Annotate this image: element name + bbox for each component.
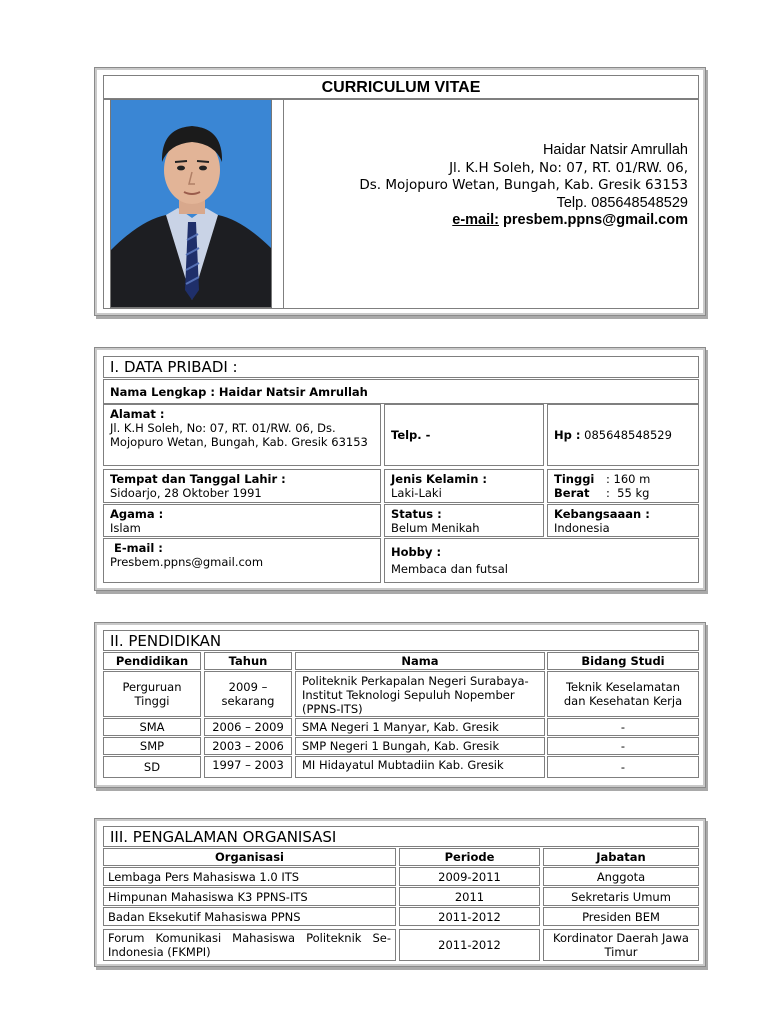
edu-cell-field: Teknik Keselamatan dan Kesehatan Kerja <box>547 671 699 717</box>
contact-address-line2: Ds. Mojopuro Wetan, Bungah, Kab. Gresik 63153 <box>359 177 688 194</box>
weight-label: Berat <box>554 486 590 500</box>
edu-cell-name: SMP Negeri 1 Bungah, Kab. Gresik <box>295 737 545 755</box>
org-cell-position: Presiden BEM <box>543 907 699 926</box>
hp-value: 085648548529 <box>580 428 672 442</box>
religion-value: Islam <box>110 521 141 535</box>
org-cell-organization: Lembaga Pers Mahasiswa 1.0 ITS <box>103 867 396 886</box>
org-header-period: Periode <box>399 848 540 866</box>
edu-cell-level: Perguruan Tinggi <box>103 671 201 717</box>
organization-heading: III. PENGALAMAN ORGANISASI <box>103 826 699 847</box>
org-cell-organization: Badan Eksekutif Mahasiswa PPNS <box>103 907 396 926</box>
org-cell-period: 2011 <box>399 887 540 906</box>
gender-value: Laki-Laki <box>391 486 442 500</box>
hp-cell <box>547 404 699 466</box>
edu-cell-field: - <box>547 718 699 736</box>
edu-cell-level: SMP <box>103 737 201 755</box>
edu-cell-year: 1997 – 2003 <box>204 756 292 778</box>
education-heading: II. PENDIDIKAN <box>103 630 699 651</box>
email-cell <box>103 538 381 583</box>
nationality-label: Kebangsaaan : <box>554 507 650 521</box>
gender-cell <box>384 469 544 503</box>
edu-cell-name: MI Hidayatul Mubtadiin Kab. Gresik <box>295 756 545 778</box>
profile-photo <box>110 99 272 308</box>
portrait-illustration <box>111 100 272 308</box>
telp-cell: Telp. - <box>384 404 544 466</box>
religion-label: Agama : <box>110 507 164 521</box>
organization-section <box>94 818 706 967</box>
edu-cell-name: SMA Negeri 1 Manyar, Kab. Gresik <box>295 718 545 736</box>
hobby-cell <box>384 538 699 583</box>
contact-address-line1: Jl. K.H Soleh, No: 07, RT. 01/RW. 06, <box>449 159 688 176</box>
address-value: Jl. K.H Soleh, No: 07, RT. 01/RW. 06, Ds. Mojopuro Wetan, Bungah, Kab. Gresik 63153 <box>110 421 368 449</box>
body-cell <box>547 469 699 503</box>
org-cell-organization: Forum Komunikasi Mahasiswa Politeknik Se-Indonesia (FKMPI) <box>103 929 396 961</box>
edu-header-year: Tahun <box>204 652 292 670</box>
hobby-label: Hobby : <box>391 545 442 559</box>
org-cell-position: Anggota <box>543 867 699 886</box>
personal-data-section <box>94 347 706 591</box>
gender-label: Jenis Kelamin : <box>391 472 487 486</box>
marital-status-label: Status : <box>391 507 442 521</box>
cv-title: CURRICULUM VITAE <box>103 75 699 99</box>
edu-cell-year: 2003 – 2006 <box>204 737 292 755</box>
contact-box <box>283 99 699 309</box>
edu-cell-year: 2009 – sekarang <box>204 671 292 717</box>
full-name-row: Nama Lengkap : Haidar Natsir Amrullah <box>103 379 699 404</box>
edu-cell-field: - <box>547 737 699 755</box>
birth-label: Tempat dan Tanggal Lahir : <box>110 472 286 486</box>
contact-email-label: e-mail: <box>452 212 499 229</box>
personal-data-heading: I. DATA PRIBADI : <box>103 356 699 378</box>
org-cell-period: 2011-2012 <box>399 929 540 961</box>
education-section <box>94 622 706 788</box>
edu-cell-name: Politeknik Perkapalan Negeri Surabaya-Institut Teknologi Sepuluh Nopember (PPNS-ITS) <box>295 671 545 717</box>
org-cell-organization: Himpunan Mahasiswa K3 PPNS-ITS <box>103 887 396 906</box>
height-value: : 160 m <box>606 472 651 486</box>
height-label: Tinggi <box>554 472 595 486</box>
religion-cell <box>103 504 381 537</box>
marital-status-cell <box>384 504 544 537</box>
nationality-cell <box>547 504 699 537</box>
contact-name: Haidar Natsir Amrullah <box>542 142 688 158</box>
edu-cell-level: SMA <box>103 718 201 736</box>
org-cell-position: Sekretaris Umum <box>543 887 699 906</box>
address-label: Alamat : <box>110 407 165 421</box>
weight-value: : 55 kg <box>606 486 650 500</box>
address-cell <box>103 404 381 466</box>
birth-value: Sidoarjo, 28 Oktober 1991 <box>110 486 262 500</box>
edu-cell-field: - <box>547 756 699 778</box>
marital-status-value: Belum Menikah <box>391 521 480 535</box>
contact-email <box>284 212 688 230</box>
email-value: Presbem.ppns@gmail.com <box>110 555 264 569</box>
edu-header-name: Nama <box>295 652 545 670</box>
hobby-value: Membaca dan futsal <box>391 562 508 576</box>
contact-telp: Telp. 085648548529 <box>556 194 688 211</box>
nationality-value: Indonesia <box>554 521 610 535</box>
org-cell-position: Kordinator Daerah Jawa Timur <box>543 929 699 961</box>
org-header-organization: Organisasi <box>103 848 396 866</box>
hp-label: Hp : <box>554 428 581 442</box>
edu-cell-year: 2006 – 2009 <box>204 718 292 736</box>
org-cell-period: 2011-2012 <box>399 907 540 926</box>
edu-header-field: Bidang Studi <box>547 652 699 670</box>
edu-cell-level: SD <box>103 756 201 778</box>
email-label: E-mail : <box>114 541 163 555</box>
edu-header-level: Pendidikan <box>103 652 201 670</box>
contact-email-value: presbem.ppns@gmail.com <box>503 212 688 229</box>
org-cell-period: 2009-2011 <box>399 867 540 886</box>
org-header-position: Jabatan <box>543 848 699 866</box>
birth-cell <box>103 469 381 503</box>
